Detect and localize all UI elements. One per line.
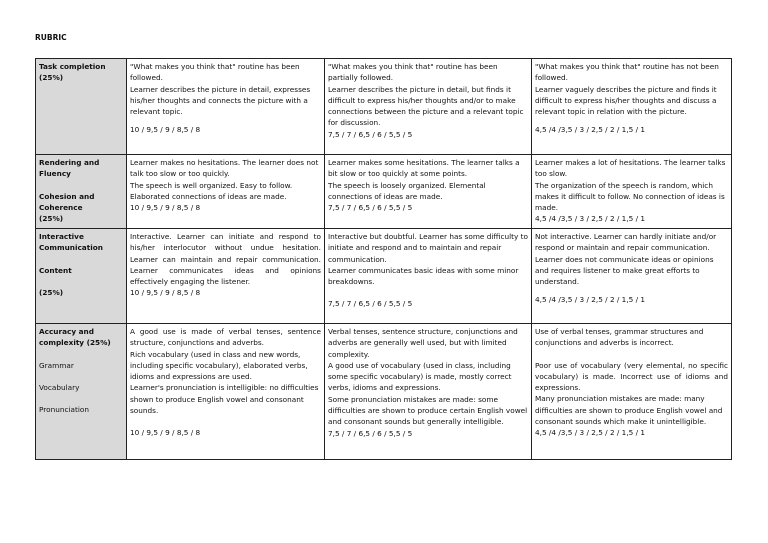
descriptor-text: Rich vocabulary (used in class and new words, including specific vocabulary), elaborated verbs, idioms and expressions are used. bbox=[130, 349, 308, 382]
criterion-cell bbox=[36, 324, 127, 460]
score-scale: 10 / 9,5 / 9 / 8,5 / 8 bbox=[130, 428, 201, 438]
score-scale: 7,5 / 7 / 6,5 / 6 / 5,5 / 5 bbox=[328, 129, 413, 139]
level-mid-cell bbox=[325, 155, 532, 229]
criterion-weight: (25%) bbox=[39, 73, 64, 83]
descriptor-text: Learner makes some hesitations. The learner talks a bit slow or too quickly at some points. bbox=[328, 158, 520, 179]
rubric-row-fluency bbox=[36, 155, 732, 229]
criterion-title: Rendering and Fluency bbox=[39, 158, 100, 179]
criterion-weight: (25%) bbox=[39, 287, 64, 297]
descriptor-text: Learner's pronunciation is intelligible: no difficulties shown to produce English vowel and consonant sounds. bbox=[130, 383, 319, 416]
rubric-row-interaction bbox=[36, 229, 732, 324]
criterion-cell bbox=[36, 155, 127, 229]
descriptor-text: Not interactive. Learner can hardly initiate and/or respond or maintain and repair communication. bbox=[535, 232, 717, 253]
descriptor-text: "What makes you think that" routine has been partially followed. bbox=[328, 62, 498, 83]
descriptor-text: The speech is well organized. Easy to follow. Elaborated connections of ideas are made. bbox=[130, 180, 293, 201]
criterion-title: Accuracy and complexity (25%) bbox=[39, 327, 111, 348]
score-scale: 10 / 9,5 / 9 / 8,5 / 8 bbox=[130, 288, 201, 298]
score-scale: 7,5 / 7 / 6,5 / 6 / 5,5 / 5 bbox=[328, 428, 413, 438]
rubric-table bbox=[35, 58, 732, 460]
score-scale: 4,5 /4 /3,5 / 3 / 2,5 / 2 / 1,5 / 1 bbox=[535, 295, 646, 305]
descriptor-text: Learner makes a lot of hesitations. The learner talks too slow. bbox=[535, 158, 726, 179]
score-scale: 4,5 /4 /3,5 / 3 / 2,5 / 2 / 1,5 / 1 bbox=[535, 125, 646, 135]
criterion-cell bbox=[36, 59, 127, 155]
level-mid-cell bbox=[325, 59, 532, 155]
descriptor-text: Learner does not communicate ideas or opinions and requires listener to make great efforts to understand. bbox=[535, 254, 714, 287]
criterion-title: Task completion bbox=[39, 62, 106, 71]
criterion-subtitle: Cohesion and Coherence bbox=[39, 191, 95, 212]
descriptor-text: Interactive but doubtful. Learner has some difficulty to initiate and respond and to maintain and repair communication. bbox=[328, 232, 528, 264]
level-mid-cell bbox=[325, 324, 532, 460]
descriptor-text: Some pronunciation mistakes are made: some difficulties are shown to produce certain English vowel and consonant sounds but generally intelligible. bbox=[328, 394, 528, 427]
level-low-cell bbox=[532, 59, 732, 155]
score-scale: 7,5 / 7 / 6,5 / 6 / 5,5 / 5 bbox=[328, 299, 413, 309]
level-mid-cell bbox=[325, 229, 532, 324]
score-scale: 10 / 9,5 / 9 / 8,5 / 8 bbox=[130, 125, 201, 135]
level-low-cell bbox=[532, 155, 732, 229]
rubric-row-task-completion bbox=[36, 59, 732, 155]
rubric-row-accuracy bbox=[36, 324, 732, 460]
criterion-cell bbox=[36, 229, 127, 324]
level-high-cell bbox=[127, 324, 325, 460]
criterion-title: Interactive Communication bbox=[39, 232, 103, 253]
descriptor-text: "What makes you think that" routine has been followed. bbox=[130, 62, 300, 83]
score-scale: 7,5 / 7 / 6,5 / 6 / 5,5 / 5 bbox=[328, 203, 413, 213]
descriptor-text: The speech is loosely organized. Elemental connections of ideas are made. bbox=[328, 180, 486, 201]
level-high-cell bbox=[127, 229, 325, 324]
descriptor-text: "What makes you think that" routine has not been followed. bbox=[535, 62, 719, 83]
descriptor-text: Learner makes no hesitations. The learner does not talk too slow or too quickly. bbox=[130, 158, 319, 179]
descriptor-text: The organization of the speech is random, which makes it difficult to follow. No connection of ideas is made. bbox=[535, 180, 725, 213]
criterion-subitem-grammar: Grammar bbox=[39, 360, 74, 370]
page-title: RUBRIC bbox=[35, 33, 67, 42]
criterion-subtitle: Content bbox=[39, 265, 72, 275]
level-low-cell bbox=[532, 229, 732, 324]
criterion-subitem-vocabulary: Vocabulary bbox=[39, 382, 80, 392]
descriptor-text: Poor use of vocabulary (very elemental, no specific vocabulary) is made. Incorrect use of idioms and expressions. bbox=[535, 360, 728, 393]
descriptor-text: Learner describes the picture in detail, expresses his/her thoughts and connects the picture with a relevant topic. bbox=[130, 84, 311, 117]
level-high-cell bbox=[127, 155, 325, 229]
criterion-weight: (25%) bbox=[39, 214, 64, 224]
descriptor-text: Use of verbal tenses, grammar structures and conjunctions and adverbs is incorrect. bbox=[535, 327, 704, 348]
descriptor-text: Many pronunciation mistakes are made: many difficulties are shown to produce English vowel and consonant sounds which make it unintelligible. bbox=[535, 394, 723, 427]
descriptor-text: A good use is made of verbal tenses, sentence structure, conjunctions and adverbs. bbox=[130, 327, 321, 348]
descriptor-text: Interactive. Learner can initiate and respond to his/her interlocutor without undue hesitation. Learner can maintain and repair communication. Learner communicates ideas and opinions effectively engaging the listener. bbox=[130, 232, 321, 287]
descriptor-text: A good use of vocabulary (used in class, including some specific vocabulary) is made, mostly correct verbs, idioms and expressions. bbox=[328, 360, 512, 393]
criterion-subitem-pronunciation: Pronunciation bbox=[39, 405, 89, 415]
level-low-cell bbox=[532, 324, 732, 460]
descriptor-text: Learner vaguely describes the picture and finds it difficult to express his/her thoughts and discuss a relevant topic in relation with the picture. bbox=[535, 84, 717, 117]
descriptor-text: Verbal tenses, sentence structure, conjunctions and adverbs are generally well used, but with limited complexity. bbox=[328, 327, 518, 359]
level-high-cell bbox=[127, 59, 325, 155]
descriptor-text: Learner communicates basic ideas with some minor breakdowns. bbox=[328, 265, 519, 287]
descriptor-text: Learner describes the picture in detail, but finds it difficult to express his/her thoughts and/or to make connections between the picture and a relevant topic for discussion. bbox=[328, 84, 524, 128]
score-scale: 4,5 /4 /3,5 / 3 / 2,5 / 2 / 1,5 / 1 bbox=[535, 214, 646, 224]
score-scale: 4,5 /4 /3,5 / 3 / 2,5 / 2 / 1,5 / 1 bbox=[535, 428, 646, 438]
score-scale: 10 / 9,5 / 9 / 8,5 / 8 bbox=[130, 203, 201, 213]
